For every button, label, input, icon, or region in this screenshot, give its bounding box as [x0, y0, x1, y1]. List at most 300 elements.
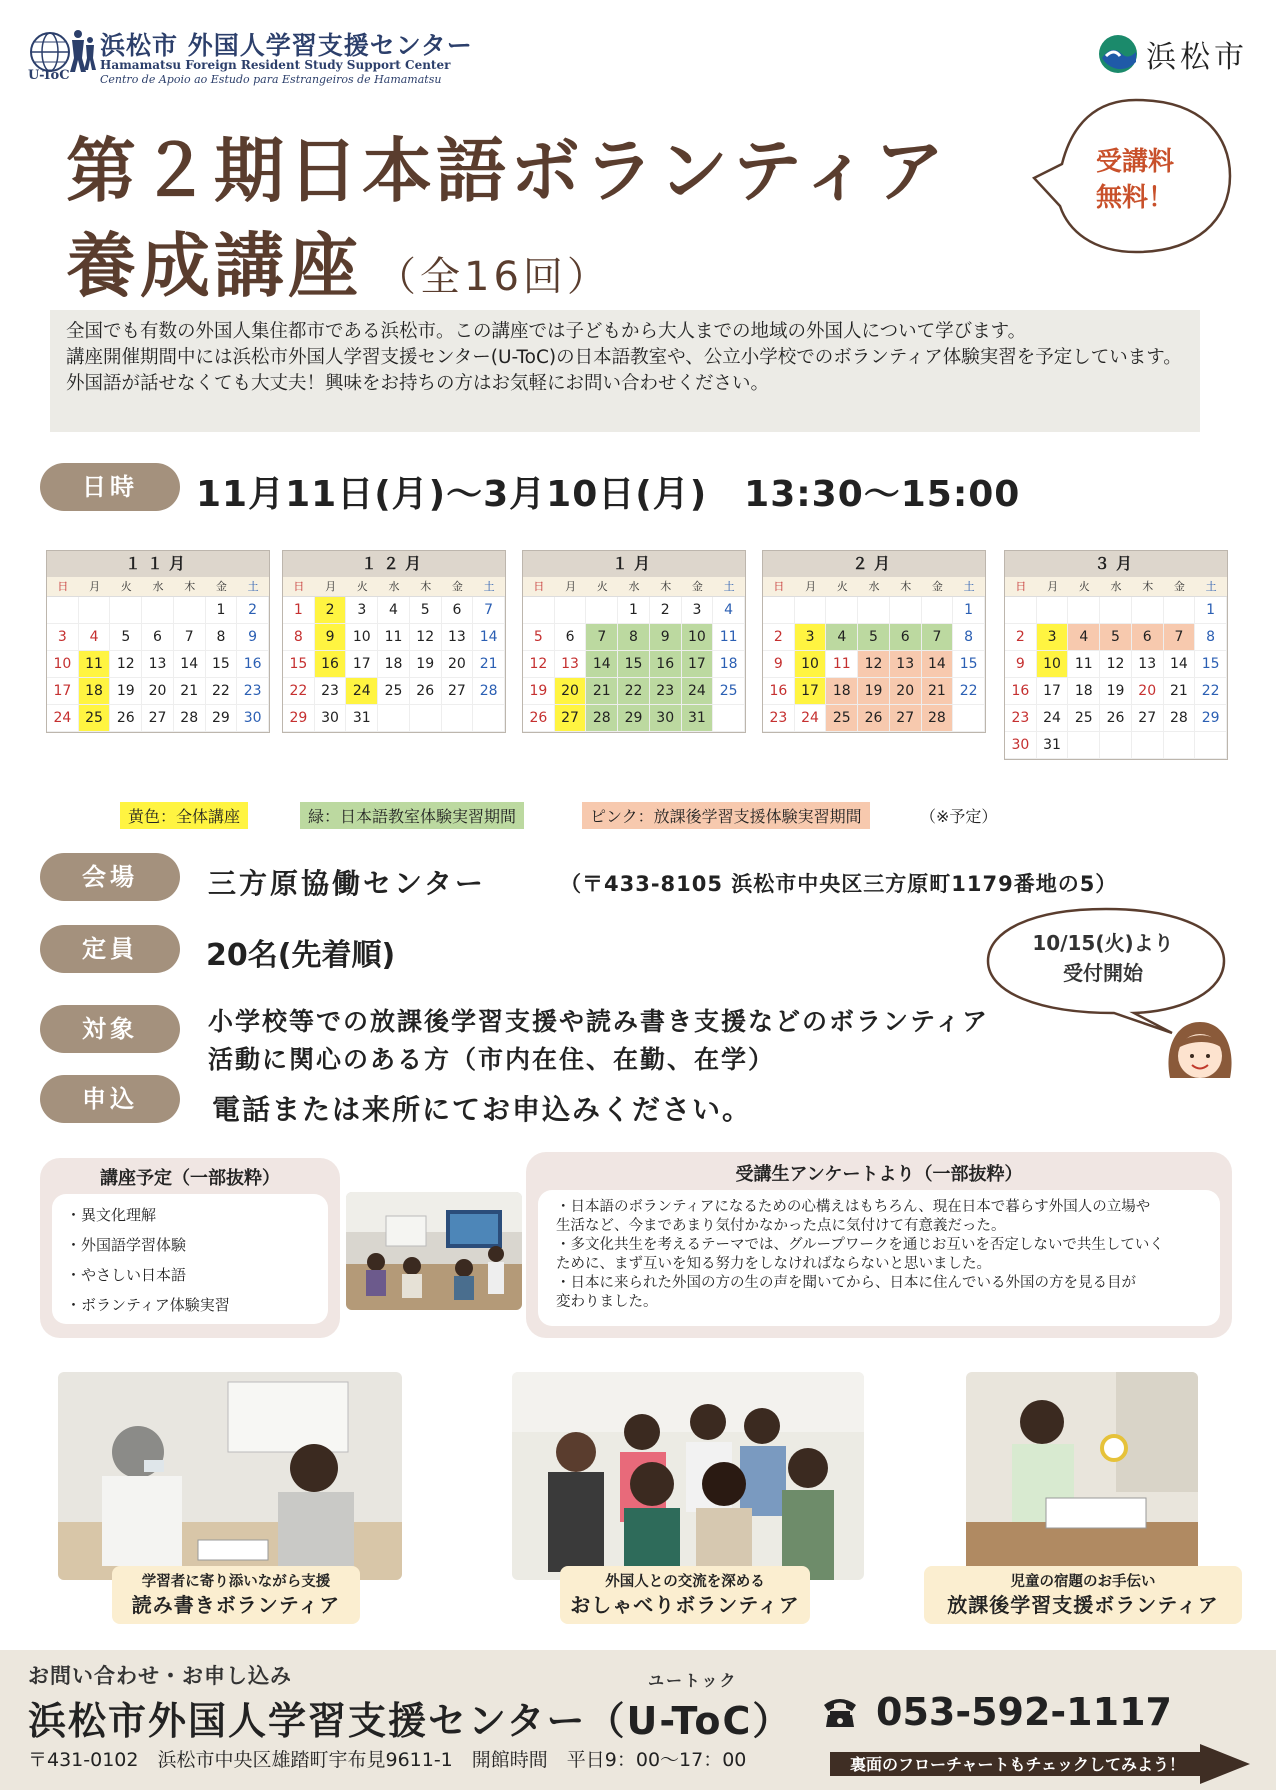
calendar-day: 2 — [763, 624, 795, 651]
weekday-header: 火 — [346, 577, 378, 597]
calendar-day: 4 — [1068, 624, 1100, 651]
calendar-grid — [283, 577, 505, 732]
calendar-day: 28 — [473, 678, 505, 705]
syllabus-box — [52, 1194, 328, 1324]
date-text: 11月11日(月)～3月10日(月) 13:30～15:00 — [196, 474, 1021, 515]
page-title-line2 — [66, 210, 611, 311]
utoc-logo — [28, 28, 98, 84]
weekday-header: 水 — [142, 577, 174, 597]
weekday-header: 火 — [826, 577, 858, 597]
calendar-month-title: ２月 — [763, 551, 985, 577]
calendar-day — [1132, 732, 1164, 759]
calendar-day: 25 — [713, 678, 745, 705]
calendar-day: 17 — [47, 678, 79, 705]
calendar-day — [1195, 732, 1227, 759]
calendar-day: 17 — [682, 651, 714, 678]
calendar-day: 9 — [650, 624, 682, 651]
calendar-day: 27 — [890, 705, 922, 732]
calendar-day: 14 — [922, 651, 954, 678]
calendar-day: 21 — [922, 678, 954, 705]
calendar-day: 26 — [410, 678, 442, 705]
calendar-day: 15 — [283, 651, 315, 678]
phone-number[interactable]: 053-592-1117 — [876, 1690, 1172, 1734]
calendar-grid — [763, 577, 985, 732]
weekday-header: 金 — [1164, 577, 1196, 597]
calendar-day: 3 — [47, 624, 79, 651]
syllabus-item: ・外国語学習体験 — [66, 1236, 187, 1254]
calendar-month — [46, 550, 270, 733]
calendar-day: 15 — [953, 651, 985, 678]
intro-line2: 講座開催期間中には浜松市外国人学習支援センター(U-ToC)の日本語教室や、公立小学校でのボランティア体験実習を予定しています。 — [66, 347, 1182, 368]
calendar-day: 28 — [1164, 705, 1196, 732]
calendar-day: 14 — [473, 624, 505, 651]
conversation-photo — [512, 1372, 864, 1580]
calendar-day — [713, 705, 745, 732]
calendar-day: 10 — [1037, 651, 1069, 678]
calendar-day: 10 — [346, 624, 378, 651]
calendar-grid — [1005, 577, 1227, 759]
calendar-day: 5 — [858, 624, 890, 651]
flowchart-note: 裏面のフローチャートもチェックしてみよう！ — [850, 1755, 1186, 1774]
calendar-day: 11 — [826, 651, 858, 678]
calendar-day: 13 — [890, 651, 922, 678]
calendar-day: 4 — [826, 624, 858, 651]
free-line1: 受講料 — [1095, 147, 1174, 177]
calendar-day: 25 — [79, 705, 111, 732]
caption-conversation — [560, 1566, 810, 1624]
caption-big: 放課後学習支援ボランティア — [947, 1593, 1219, 1617]
target-label: 対象 — [40, 1005, 180, 1053]
calendar-day: 16 — [763, 678, 795, 705]
calendar-day — [922, 597, 954, 624]
calendar-day: 10 — [47, 651, 79, 678]
weekday-header: 火 — [1068, 577, 1100, 597]
page-title-line1: 第２期日本語ボランティア — [66, 130, 949, 212]
calendar-day: 6 — [1132, 624, 1164, 651]
calendar-day: 24 — [1037, 705, 1069, 732]
weekday-header: 水 — [378, 577, 410, 597]
weekday-header: 日 — [283, 577, 315, 597]
calendar-day: 9 — [763, 651, 795, 678]
calendar-day — [953, 705, 985, 732]
calendar-day — [826, 597, 858, 624]
weekday-header: 土 — [237, 577, 269, 597]
classroom-photo — [346, 1192, 522, 1310]
survey-line: 生活など、今まであまり気付かなかった点に気付けて有意義だった。 — [556, 1218, 1006, 1234]
calendar-day: 28 — [586, 705, 618, 732]
calendar-day: 5 — [110, 624, 142, 651]
calendar-day: 22 — [953, 678, 985, 705]
calendar-day: 13 — [142, 651, 174, 678]
calendar-month-title: １月 — [523, 551, 745, 577]
calendar-day: 18 — [378, 651, 410, 678]
calendar-day: 18 — [713, 651, 745, 678]
apply-label: 申込 — [40, 1075, 180, 1123]
calendar-day: 11 — [378, 624, 410, 651]
calendar-day: 20 — [1132, 678, 1164, 705]
calendar-day: 2 — [650, 597, 682, 624]
org-ruby: ユートック — [648, 1671, 738, 1690]
syllabus-panel — [40, 1158, 340, 1338]
capacity-label: 定員 — [40, 925, 180, 973]
weekday-header: 土 — [953, 577, 985, 597]
calendar-month — [282, 550, 506, 733]
weekday-header: 土 — [1195, 577, 1227, 597]
legend-yellow: 黄色：全体講座 — [120, 802, 248, 829]
weekday-header: 木 — [1132, 577, 1164, 597]
org-name-pt: Centro de Apoio ao Estudo para Estrangeiros de Hamamatsu — [100, 73, 442, 86]
calendar-day: 11 — [713, 624, 745, 651]
weekday-header: 水 — [858, 577, 890, 597]
survey-line: 変わりました。 — [556, 1294, 658, 1310]
org-name-ja: 浜松市 外国人学習支援センター — [100, 31, 473, 60]
calendar-day: 31 — [682, 705, 714, 732]
capacity-text: 20名(先着順) — [206, 938, 396, 973]
calendar-day: 8 — [1195, 624, 1227, 651]
calendar-day: 7 — [174, 624, 206, 651]
calendar-day: 13 — [442, 624, 474, 651]
caption-small: 学習者に寄り添いながら支援 — [141, 1574, 331, 1590]
calendar-day: 12 — [410, 624, 442, 651]
survey-line: ・日本に来られた外国の方の生の声を聞いてから、日本に住んでいる外国の方を見る目が — [556, 1275, 1136, 1291]
phone-icon — [820, 1695, 860, 1729]
calendar-day: 12 — [1100, 651, 1132, 678]
calendar-day: 12 — [858, 651, 890, 678]
calendar-month — [522, 550, 746, 733]
calendar-day: 24 — [346, 678, 378, 705]
calendar-day: 24 — [47, 705, 79, 732]
calendar-month-title: ３月 — [1005, 551, 1227, 577]
calendar-day: 20 — [442, 651, 474, 678]
calendar-day: 13 — [1132, 651, 1164, 678]
city-name: 浜松市 — [1146, 40, 1248, 75]
calendar-day: 30 — [237, 705, 269, 732]
calendar-day: 24 — [682, 678, 714, 705]
calendar-day: 30 — [1005, 732, 1037, 759]
calendar-month-title: １２月 — [283, 551, 505, 577]
contact-phone — [820, 1690, 1172, 1734]
calendar-day: 26 — [858, 705, 890, 732]
calendar-day: 21 — [174, 678, 206, 705]
calendar-day: 14 — [586, 651, 618, 678]
calendar-day: 7 — [473, 597, 505, 624]
calendar-day: 14 — [174, 651, 206, 678]
contact-label: お問い合わせ・お申し込み — [28, 1664, 292, 1688]
calendar-day: 13 — [555, 651, 587, 678]
weekday-header: 木 — [174, 577, 206, 597]
legend-green: 緑：日本語教室体験実習期間 — [300, 802, 524, 829]
weekday-header: 木 — [650, 577, 682, 597]
calendar-day: 26 — [523, 705, 555, 732]
reception-line1: 10/15(火)より — [1032, 931, 1174, 955]
calendar-month-title: １１月 — [47, 551, 269, 577]
calendar-day: 21 — [473, 651, 505, 678]
legend-pink: ピンク：放課後学習支援体験実習期間 — [582, 802, 870, 829]
calendar-day: 23 — [237, 678, 269, 705]
calendar-day — [890, 597, 922, 624]
survey-line: ために、まず互いを知る努力をしなければならないと思いました。 — [556, 1256, 991, 1272]
calendar-day: 26 — [1100, 705, 1132, 732]
calendar-day — [142, 597, 174, 624]
reading-writing-photo — [58, 1372, 402, 1580]
calendar-day: 29 — [1195, 705, 1227, 732]
calendar-day: 18 — [826, 678, 858, 705]
calendar-day: 27 — [442, 678, 474, 705]
caption-big: 読み書きボランティア — [131, 1593, 341, 1617]
weekday-header: 水 — [1100, 577, 1132, 597]
calendar-day — [442, 705, 474, 732]
city-emblem-icon — [1098, 34, 1138, 74]
calendar-day: 9 — [237, 624, 269, 651]
calendar-day: 12 — [110, 651, 142, 678]
legend-note: （※予定） — [920, 807, 998, 826]
calendar-day: 6 — [142, 624, 174, 651]
calendar-day: 3 — [795, 624, 827, 651]
calendar-day: 1 — [618, 597, 650, 624]
caption-big: おしゃべりボランティア — [570, 1593, 800, 1617]
calendar-day — [1164, 732, 1196, 759]
syllabus-item: ・やさしい日本語 — [66, 1266, 187, 1284]
calendar-day — [47, 597, 79, 624]
weekday-header: 金 — [206, 577, 238, 597]
calendar-day: 27 — [142, 705, 174, 732]
calendar-day — [1100, 732, 1132, 759]
calendar-day: 4 — [378, 597, 410, 624]
calendar-day: 1 — [953, 597, 985, 624]
calendar-day: 27 — [555, 705, 587, 732]
caption-small: 児童の宿題のお手伝い — [1010, 1574, 1156, 1590]
calendar-day: 9 — [315, 624, 347, 651]
calendar-day: 30 — [650, 705, 682, 732]
calendar-day: 18 — [79, 678, 111, 705]
calendar-day: 24 — [795, 705, 827, 732]
calendar-day: 29 — [283, 705, 315, 732]
smiling-woman-illustration — [1162, 1018, 1236, 1086]
calendar-day: 19 — [410, 651, 442, 678]
calendar-day: 16 — [650, 651, 682, 678]
calendar-day: 1 — [1195, 597, 1227, 624]
target-line1: 小学校等での放課後学習支援や読み書き支援などのボランティア — [208, 1007, 990, 1036]
title-session-count: （全16回） — [376, 254, 611, 300]
calendar-day — [1068, 597, 1100, 624]
calendar-day: 1 — [283, 597, 315, 624]
calendar-day — [1068, 732, 1100, 759]
calendar-day: 11 — [1068, 651, 1100, 678]
calendar-day: 23 — [763, 705, 795, 732]
reception-line2: 受付開始 — [1063, 961, 1143, 985]
calendar-day: 14 — [1164, 651, 1196, 678]
weekday-header: 月 — [795, 577, 827, 597]
city-logo — [1098, 32, 1248, 76]
contact-org-name: 浜松市外国人学習支援センター（U-ToC） — [28, 1699, 793, 1743]
caption-reading-writing — [112, 1566, 360, 1624]
weekday-header: 火 — [110, 577, 142, 597]
syllabus-item: ・ボランティア体験実習 — [66, 1296, 230, 1314]
calendar-day: 6 — [890, 624, 922, 651]
calendar-day: 31 — [346, 705, 378, 732]
intro-line3: 外国語が話せなくても大丈夫！興味をお持ちの方はお気軽にお問い合わせください。 — [66, 373, 770, 394]
contact-address: 〒431-0102 浜松市中央区雄踏町宇布見9611-1 開館時間 平日9：00～17：00 — [28, 1749, 747, 1771]
calendar-day: 9 — [1005, 651, 1037, 678]
caption-small: 外国人との交流を深める — [605, 1574, 765, 1590]
calendar-day: 29 — [206, 705, 238, 732]
weekday-header: 月 — [79, 577, 111, 597]
calendar-day: 23 — [650, 678, 682, 705]
calendar-day: 6 — [442, 597, 474, 624]
syllabus-list — [66, 1200, 314, 1320]
calendar-day: 28 — [922, 705, 954, 732]
weekday-header: 月 — [1037, 577, 1069, 597]
after-school-photo — [966, 1372, 1198, 1580]
calendar-day: 23 — [1005, 705, 1037, 732]
calendar-day: 29 — [618, 705, 650, 732]
weekday-header: 土 — [473, 577, 505, 597]
calendar-day: 20 — [555, 678, 587, 705]
weekday-header: 金 — [442, 577, 474, 597]
calendar-day — [763, 597, 795, 624]
calendar-day: 11 — [79, 651, 111, 678]
calendar-day — [378, 705, 410, 732]
reception-start-text — [1010, 928, 1196, 988]
calendar-day: 10 — [682, 624, 714, 651]
calendar-day: 16 — [315, 651, 347, 678]
weekday-header: 火 — [586, 577, 618, 597]
calendar-day — [473, 705, 505, 732]
weekday-header: 土 — [713, 577, 745, 597]
calendar-day: 19 — [523, 678, 555, 705]
calendar-day: 23 — [315, 678, 347, 705]
weekday-header: 金 — [682, 577, 714, 597]
weekday-header: 月 — [315, 577, 347, 597]
calendar-day — [79, 597, 111, 624]
weekday-header: 日 — [763, 577, 795, 597]
calendar-day: 22 — [283, 678, 315, 705]
calendar-day: 7 — [586, 624, 618, 651]
target-line2: 活動に関心のある方（市内在住、在勤、在学） — [208, 1045, 776, 1074]
intro-line1: 全国でも有数の外国人集住都市である浜松市。この講座では子どもから大人までの地域の外国人について学びます。 — [66, 321, 1027, 342]
free-tuition-text — [1060, 144, 1210, 216]
calendar-day: 1 — [206, 597, 238, 624]
weekday-header: 木 — [890, 577, 922, 597]
calendar-day: 19 — [1100, 678, 1132, 705]
venue-address: （〒433-8105 浜松市中央区三方原町1179番地の5） — [560, 872, 1118, 896]
calendar-day — [110, 597, 142, 624]
calendar-day — [410, 705, 442, 732]
calendar-day: 7 — [1164, 624, 1196, 651]
calendar-day: 10 — [795, 651, 827, 678]
calendar-day: 19 — [110, 678, 142, 705]
target-text — [208, 1003, 989, 1079]
free-line2: 無料！ — [1095, 183, 1174, 213]
calendar-day: 18 — [1068, 678, 1100, 705]
survey-title: 受講生アンケートより（一部抜粋） — [735, 1164, 1023, 1185]
calendar-day: 2 — [1005, 624, 1037, 651]
calendar-day: 30 — [315, 705, 347, 732]
survey-box — [538, 1190, 1220, 1326]
calendar-day: 17 — [1037, 678, 1069, 705]
calendar-day: 16 — [237, 651, 269, 678]
calendar-day: 31 — [1037, 732, 1069, 759]
org-name-en: Hamamatsu Foreign Resident Study Support Center — [100, 58, 451, 72]
calendar-day: 3 — [682, 597, 714, 624]
calendar-day: 7 — [922, 624, 954, 651]
calendar-day: 22 — [618, 678, 650, 705]
calendar-day: 17 — [346, 651, 378, 678]
calendar-day — [795, 597, 827, 624]
calendar-day: 27 — [1132, 705, 1164, 732]
caption-after-school — [924, 1566, 1242, 1624]
calendar-day: 21 — [1164, 678, 1196, 705]
syllabus-title: 講座予定（一部抜粋） — [100, 1168, 280, 1189]
venue-name: 三方原協働センター — [208, 867, 486, 900]
calendar-day: 2 — [315, 597, 347, 624]
venue-label: 会場 — [40, 853, 180, 901]
calendar-day: 8 — [618, 624, 650, 651]
calendar-day — [174, 597, 206, 624]
calendar-day: 22 — [1195, 678, 1227, 705]
calendar-day: 5 — [410, 597, 442, 624]
calendar-day: 8 — [283, 624, 315, 651]
calendar-day: 28 — [174, 705, 206, 732]
calendar-day: 25 — [378, 678, 410, 705]
calendar-day: 15 — [206, 651, 238, 678]
calendar-day: 3 — [346, 597, 378, 624]
survey-line: ・多文化共生を考えるテーマでは、グループワークを通じお互いを否定しないで共生していく — [556, 1237, 1164, 1253]
weekday-header: 水 — [618, 577, 650, 597]
calendar-day: 21 — [586, 678, 618, 705]
calendar-day: 17 — [795, 678, 827, 705]
survey-line: ・日本語のボランティアになるための心構えはもちろん、現在日本で暮らす外国人の立場や — [556, 1199, 1151, 1215]
calendar-day — [1037, 597, 1069, 624]
survey-panel — [526, 1152, 1232, 1338]
intro-box — [50, 310, 1200, 432]
calendar-month — [762, 550, 986, 733]
calendar-day: 2 — [237, 597, 269, 624]
weekday-header: 月 — [555, 577, 587, 597]
calendar-grid — [47, 577, 269, 732]
calendar-day: 16 — [1005, 678, 1037, 705]
calendar-day: 25 — [1068, 705, 1100, 732]
calendar-day — [586, 597, 618, 624]
apply-text: 電話または来所にてお申込みください。 — [212, 1093, 753, 1126]
calendar-day: 20 — [890, 678, 922, 705]
syllabus-item: ・異文化理解 — [66, 1206, 157, 1224]
calendar-day — [523, 597, 555, 624]
calendar-day: 4 — [713, 597, 745, 624]
weekday-header: 金 — [922, 577, 954, 597]
calendar-day: 15 — [1195, 651, 1227, 678]
calendar-day: 8 — [206, 624, 238, 651]
calendar-day: 8 — [953, 624, 985, 651]
survey-comments — [556, 1198, 1202, 1312]
calendar-day: 5 — [1100, 624, 1132, 651]
title-main: 養成講座 — [66, 225, 362, 307]
weekday-header: 日 — [523, 577, 555, 597]
calendar-day: 4 — [79, 624, 111, 651]
calendar-day: 5 — [523, 624, 555, 651]
logo-text: U-ToC — [28, 68, 70, 83]
weekday-header: 木 — [410, 577, 442, 597]
calendar-day: 12 — [523, 651, 555, 678]
weekday-header: 日 — [47, 577, 79, 597]
calendar-day: 3 — [1037, 624, 1069, 651]
calendar-day: 20 — [142, 678, 174, 705]
calendar-day: 25 — [826, 705, 858, 732]
calendar-day: 19 — [858, 678, 890, 705]
calendar-day: 26 — [110, 705, 142, 732]
weekday-header: 日 — [1005, 577, 1037, 597]
calendar-day: 15 — [618, 651, 650, 678]
